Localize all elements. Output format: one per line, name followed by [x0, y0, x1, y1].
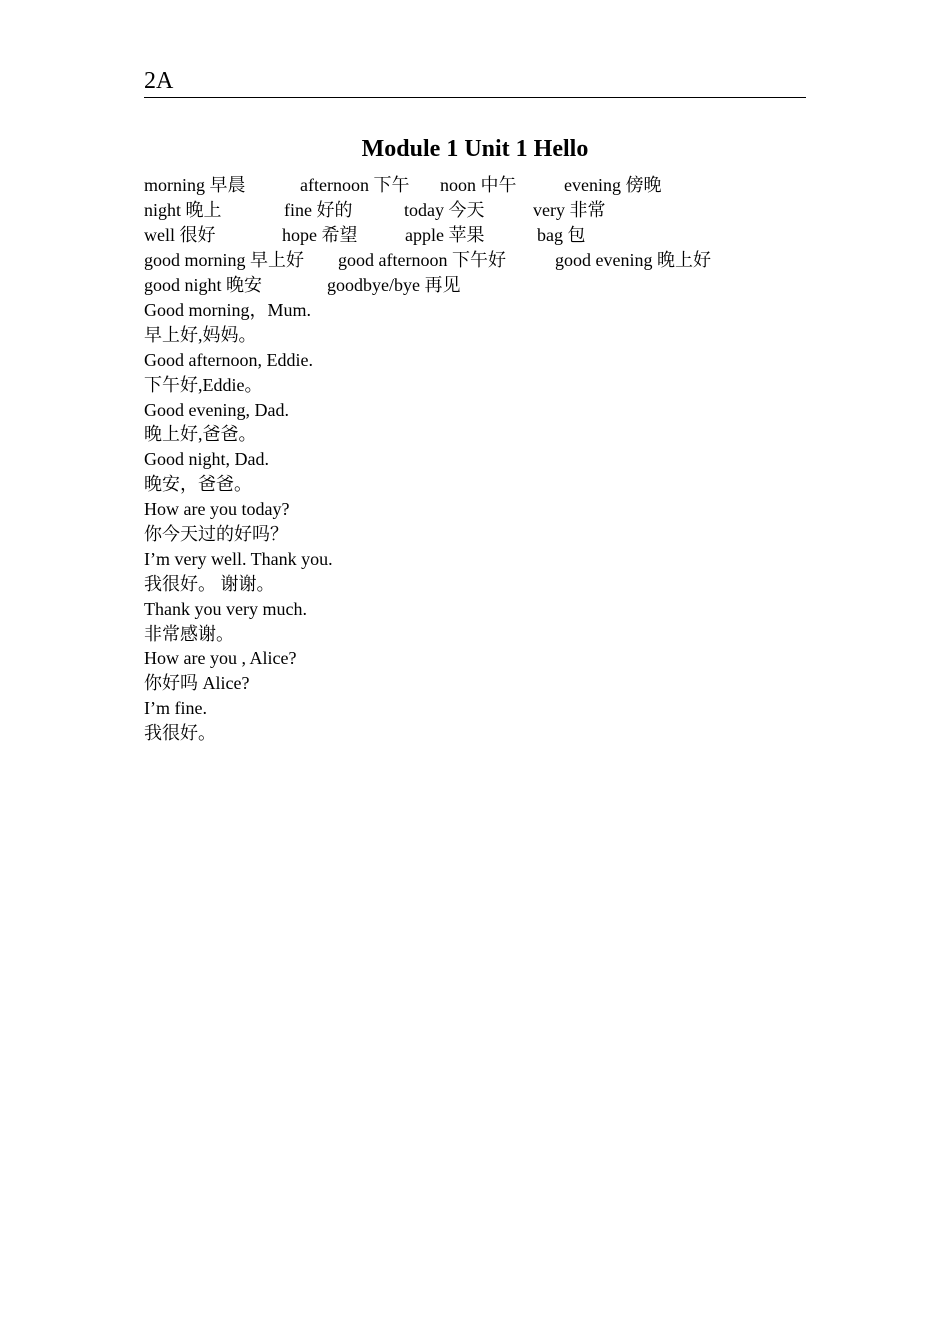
vocab-item: apple 苹果 — [405, 225, 485, 245]
vocab-item: evening 傍晚 — [564, 175, 662, 195]
vocab-row — [144, 248, 806, 273]
page-header-label: 2A — [144, 68, 174, 94]
sentence-chinese: 我很好。 谢谢。 — [144, 573, 275, 594]
sentence-english: How are you , Alice? — [144, 648, 297, 669]
vocab-item: good evening 晚上好 — [555, 250, 711, 270]
header-divider — [144, 97, 806, 98]
sentence-chinese: 早上好,妈妈。 — [144, 324, 257, 345]
vocab-item: very 非常 — [533, 200, 606, 220]
vocab-row — [144, 273, 806, 298]
vocab-row — [144, 223, 806, 248]
vocab-item: good morning 早上好 — [144, 250, 304, 270]
sentence-english: Good evening, Dad. — [144, 399, 289, 420]
vocab-item: fine 好的 — [284, 200, 353, 220]
vocab-item: good afternoon 下午好 — [338, 250, 506, 270]
vocab-item: morning 早晨 — [144, 175, 246, 195]
sentence-english: Thank you very much. — [144, 598, 307, 619]
sentence-chinese: 下午好,Eddie。 — [144, 374, 263, 395]
sentence-english: Good afternoon, Eddie. — [144, 349, 313, 370]
vocab-item: good night 晚安 — [144, 275, 263, 295]
sentence-chinese: 我很好。 — [144, 723, 216, 744]
sentence-list — [144, 298, 806, 746]
sentence-chinese: 你好吗 Alice? — [144, 673, 250, 694]
vocab-item: hope 希望 — [282, 225, 358, 245]
sentence-english: I’m fine. — [144, 698, 207, 719]
vocab-item: afternoon 下午 — [300, 175, 410, 195]
sentence-english: Good night, Dad. — [144, 449, 269, 470]
sentence-english: Good morning，Mum. — [144, 300, 312, 320]
vocab-item: well 很好 — [144, 225, 216, 245]
sentence-english: How are you today? — [144, 499, 290, 520]
sentence-chinese: 非常感谢。 — [144, 623, 234, 644]
vocab-item: today 今天 — [404, 200, 485, 220]
vocab-item: night 晚上 — [144, 200, 222, 220]
vocab-item: noon 中午 — [440, 175, 517, 195]
vocab-row — [144, 198, 806, 223]
sentence-chinese: 你今天过的好吗？ — [144, 524, 288, 545]
page-title: Module 1 Unit 1 Hello — [361, 136, 589, 162]
sentence-chinese: 晚安，爸爸。 — [144, 474, 252, 495]
sentence-chinese: 晚上好,爸爸。 — [144, 424, 257, 445]
vocabulary-list — [144, 173, 806, 298]
vocab-row — [144, 173, 806, 198]
vocab-item: bag 包 — [537, 225, 586, 245]
sentence-english: I’m very well. Thank you. — [144, 548, 333, 569]
vocab-item: goodbye/bye 再见 — [327, 275, 461, 295]
